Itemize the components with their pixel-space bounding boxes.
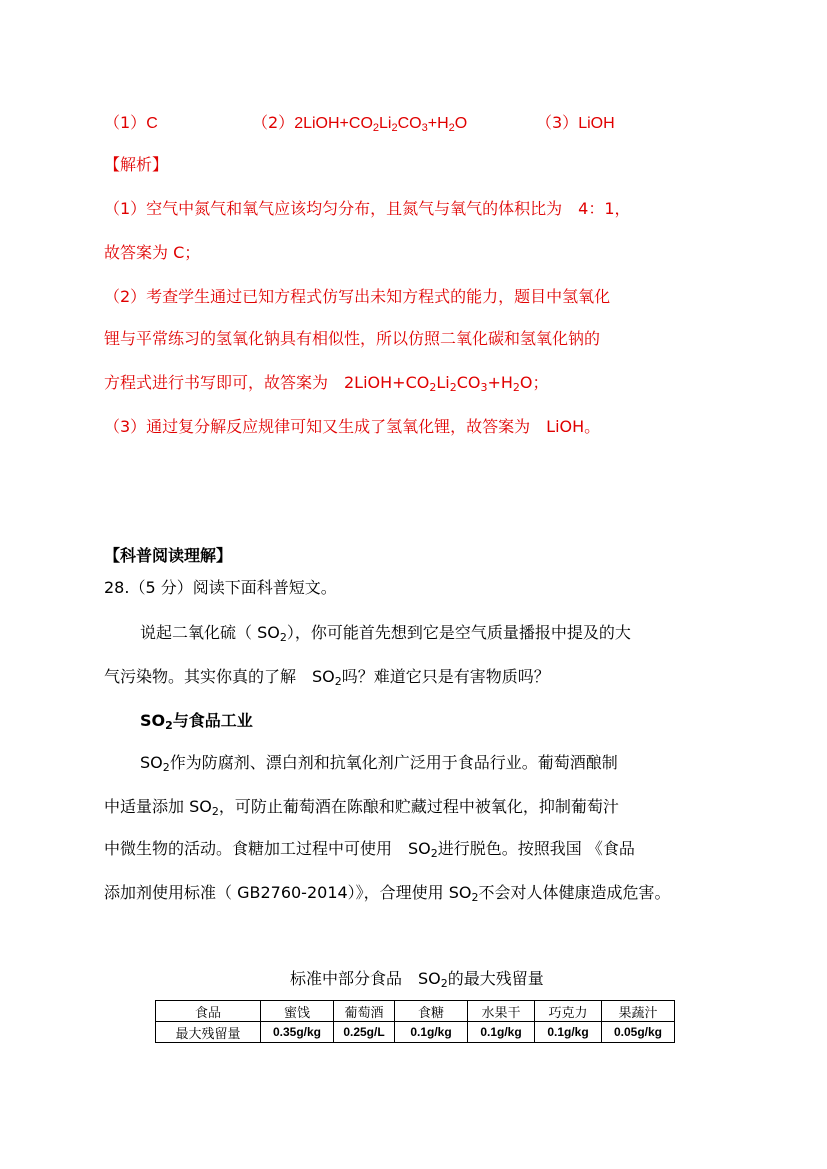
table-header-row — [156, 1001, 675, 1022]
analysis-heading: 【解析】 — [104, 155, 169, 174]
header-cell: 巧克力 — [535, 1001, 602, 1022]
subheading: $SO_2$与食品工业 — [140, 711, 253, 732]
para2-line3: 中微生物的活动。食糖加工过程中可使用 $SO_2$进行脱色。按照我国 《食品 — [104, 839, 635, 860]
analysis-p2-line2: 锂与平常练习的氢氧化钠具有相似性，所以仿照二氧化碳和氢氧化钠的 — [104, 329, 601, 348]
header-cell: 食糖 — [395, 1001, 468, 1022]
analysis-p2-line3: 方程式进行书写即可，故答案为 $2LiOH+CO_2Li_2CO_3+H_2O$； — [104, 373, 549, 394]
residue-table — [155, 1000, 675, 1043]
header-cell: 果蔬汁 — [602, 1001, 675, 1022]
answer-2-number: （2） — [252, 113, 295, 132]
answer-1-value: C — [146, 115, 158, 132]
header-cell: 水果干 — [468, 1001, 535, 1022]
value-cell: 0.1g/kg — [535, 1022, 602, 1043]
table-caption: 标准中部分食品 $SO_2$的最大残留量 — [290, 969, 544, 990]
header-cell: 食品 — [156, 1001, 261, 1022]
para2-line2: 中适量添加 $SO_2$，可防止葡萄酒在陈酿和贮藏过程中被氧化，抑制葡萄汁 — [104, 797, 619, 818]
analysis-p2-line1: （2）考查学生通过已知方程式仿写出未知方程式的能力，题目中氢氧化 — [104, 287, 611, 306]
table-row — [156, 1022, 675, 1043]
answer-1-number: （1） — [104, 113, 147, 132]
answer-2 — [252, 112, 467, 135]
analysis-p1-line2: 故答案为 C； — [104, 243, 201, 262]
value-cell: 0.1g/kg — [395, 1022, 468, 1043]
value-cell: 0.35g/kg — [261, 1022, 334, 1043]
question-intro: 28.（5 分）阅读下面科普短文。 — [104, 578, 337, 597]
header-cell: 葡萄酒 — [334, 1001, 395, 1022]
para1-line2: 气污染物。其实你真的了解 $SO_2$吗？难道它只是有害物质吗？ — [104, 667, 550, 688]
row-label-cell: 最大残留量 — [156, 1022, 261, 1043]
value-cell: 0.05g/kg — [602, 1022, 675, 1043]
answer-3 — [536, 112, 615, 135]
section-title: 【科普阅读理解】 — [104, 546, 233, 565]
para2-line1: $SO_2$作为防腐剂、漂白剂和抗氧化剂广泛用于食品行业。葡萄酒酿制 — [140, 753, 618, 774]
value-cell: 0.25g/L — [334, 1022, 395, 1043]
answer-3-value: LiOH — [578, 115, 615, 132]
analysis-p1-line1: （1）空气中氮气和氧气应该均匀分布，且氮气与氧气的体积比为 4：1， — [104, 199, 631, 218]
analysis-p3-line1: （3）通过复分解反应规律可知又生成了氢氧化锂，故答案为 LiOH。 — [104, 417, 601, 436]
answer-2-equation: $2LiOH+CO_2Li_2CO_3+H_2O$ — [294, 115, 468, 134]
header-cell: 蜜饯 — [261, 1001, 334, 1022]
para1-line1: 说起二氧化硫（ $SO_2$），你可能首先想到它是空气质量播报中提及的大 — [140, 623, 631, 644]
para2-line4: 添加剂使用标准（ GB2760-2014）》，合理使用 $SO_2$不会对人体健康造成危害。 — [104, 883, 671, 904]
answer-3-number: （3） — [536, 113, 579, 132]
value-cell: 0.1g/kg — [468, 1022, 535, 1043]
answer-line — [104, 112, 158, 135]
